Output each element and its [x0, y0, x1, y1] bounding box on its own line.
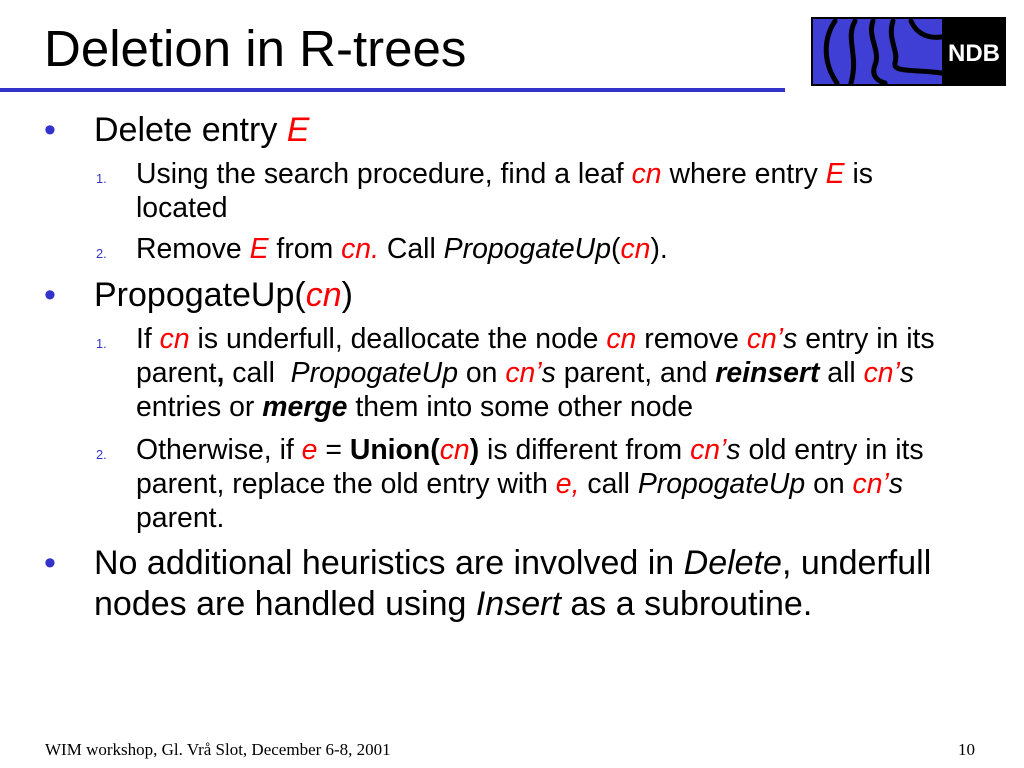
item-number: 1.	[96, 336, 107, 351]
page-number: 10	[958, 740, 975, 759]
text-line	[96, 390, 935, 424]
variable-name: cn	[606, 323, 637, 355]
slide-title: Deletion in R-trees	[44, 20, 467, 77]
item-text: Call	[378, 233, 444, 265]
item-text: nodes are handled using	[94, 585, 476, 623]
item-text: Delete entry	[94, 111, 287, 149]
item-text: If	[136, 323, 160, 355]
item-text: old entry in its	[740, 434, 924, 466]
bullet-marker: •	[44, 544, 56, 582]
ndb-logo	[811, 17, 1006, 86]
procedure-name: Insert	[475, 585, 561, 623]
item-text: ).	[650, 233, 668, 265]
variable-name: cn	[620, 233, 651, 265]
item-text: them into some other node	[347, 391, 694, 423]
bullet-item	[44, 110, 309, 151]
text-line	[96, 157, 873, 191]
function-name: PropogateUp	[290, 357, 458, 389]
item-text: is underfull, deallocate the node	[189, 323, 607, 355]
item-text: parent	[136, 357, 217, 389]
emphasis-text: reinsert	[715, 357, 820, 389]
numbered-item	[96, 322, 935, 424]
item-text: located	[136, 192, 228, 224]
item-text: )	[341, 276, 353, 314]
item-text: PropogateUp(	[94, 276, 306, 314]
variable-name: cn	[305, 276, 342, 314]
text-line	[96, 322, 935, 356]
bullet-marker: •	[44, 276, 56, 314]
variable-name: e,	[555, 468, 580, 500]
text-line	[96, 501, 924, 535]
item-text: Remove	[136, 233, 250, 265]
possessive-suffix: s	[726, 434, 741, 466]
function-name: PropogateUp	[443, 233, 611, 265]
emphasis-text: ,	[216, 357, 225, 389]
function-name: PropogateUp	[637, 468, 806, 500]
text-line	[44, 275, 353, 316]
text-line	[96, 467, 924, 501]
procedure-name: Delete	[683, 544, 782, 582]
bullet-item	[44, 543, 931, 625]
item-number: 2.	[96, 246, 107, 261]
item-number: 2.	[96, 447, 107, 462]
emphasis-text: merge	[262, 391, 348, 423]
logo-text: NDB	[948, 40, 1000, 67]
variable-name: cn’	[863, 357, 900, 389]
item-text: Using the search procedure, find a leaf	[136, 158, 632, 190]
item-text: (	[610, 233, 621, 265]
item-text: is	[844, 158, 874, 190]
item-text: all	[819, 357, 864, 389]
title-underline	[0, 88, 785, 92]
bullet-item	[44, 275, 353, 316]
possessive-suffix: s	[888, 468, 904, 500]
item-text: entries or	[136, 391, 263, 423]
emphasis-text: )	[469, 434, 480, 466]
item-text: from	[268, 233, 342, 265]
variable-name: cn	[631, 158, 662, 190]
item-text: No additional heuristics are involved in	[94, 544, 684, 582]
variable-name: E	[249, 233, 269, 265]
variable-name: E	[825, 158, 845, 190]
numbered-item	[96, 232, 668, 266]
variable-name: cn’	[746, 323, 784, 355]
numbered-item	[96, 157, 873, 225]
item-text: is different from	[479, 434, 691, 466]
item-text: =	[317, 434, 350, 466]
footer-text: WIM workshop, Gl. Vrå Slot, December 6-8, 2001	[45, 740, 391, 759]
emphasis-text: Union(	[349, 434, 440, 466]
item-text: call	[224, 357, 291, 389]
possessive-suffix: s	[783, 323, 798, 355]
item-text: parent, replace the old entry with	[136, 468, 556, 500]
item-text: on	[805, 468, 853, 500]
variable-name: e	[301, 434, 318, 466]
variable-name: cn’	[505, 357, 542, 389]
possessive-suffix: s	[899, 357, 915, 389]
text-line	[44, 584, 931, 625]
possessive-suffix: s	[541, 357, 556, 389]
item-text: parent, and	[555, 357, 716, 389]
item-text: on	[457, 357, 506, 389]
variable-name: cn.	[341, 233, 379, 265]
variable-name: cn	[439, 434, 470, 466]
item-number: 1.	[96, 171, 107, 186]
text-line	[44, 543, 931, 584]
text-line	[96, 232, 668, 266]
item-text: where entry	[661, 158, 826, 190]
item-text: entry in its	[797, 323, 935, 355]
variable-name: cn’	[690, 434, 727, 466]
item-text: parent.	[136, 502, 225, 534]
item-text: call	[579, 468, 638, 500]
text-line	[44, 110, 309, 151]
bullet-marker: •	[44, 111, 56, 149]
text-line	[96, 356, 935, 390]
item-text: , underfull	[781, 544, 932, 582]
text-line	[96, 191, 873, 225]
item-text: as a subroutine.	[560, 585, 813, 623]
item-text: remove	[636, 323, 747, 355]
text-line	[96, 433, 924, 467]
numbered-item	[96, 433, 924, 535]
variable-name: E	[286, 111, 310, 149]
item-text: Otherwise, if	[136, 434, 302, 466]
variable-name: cn	[159, 323, 190, 355]
variable-name: cn’	[852, 468, 889, 500]
